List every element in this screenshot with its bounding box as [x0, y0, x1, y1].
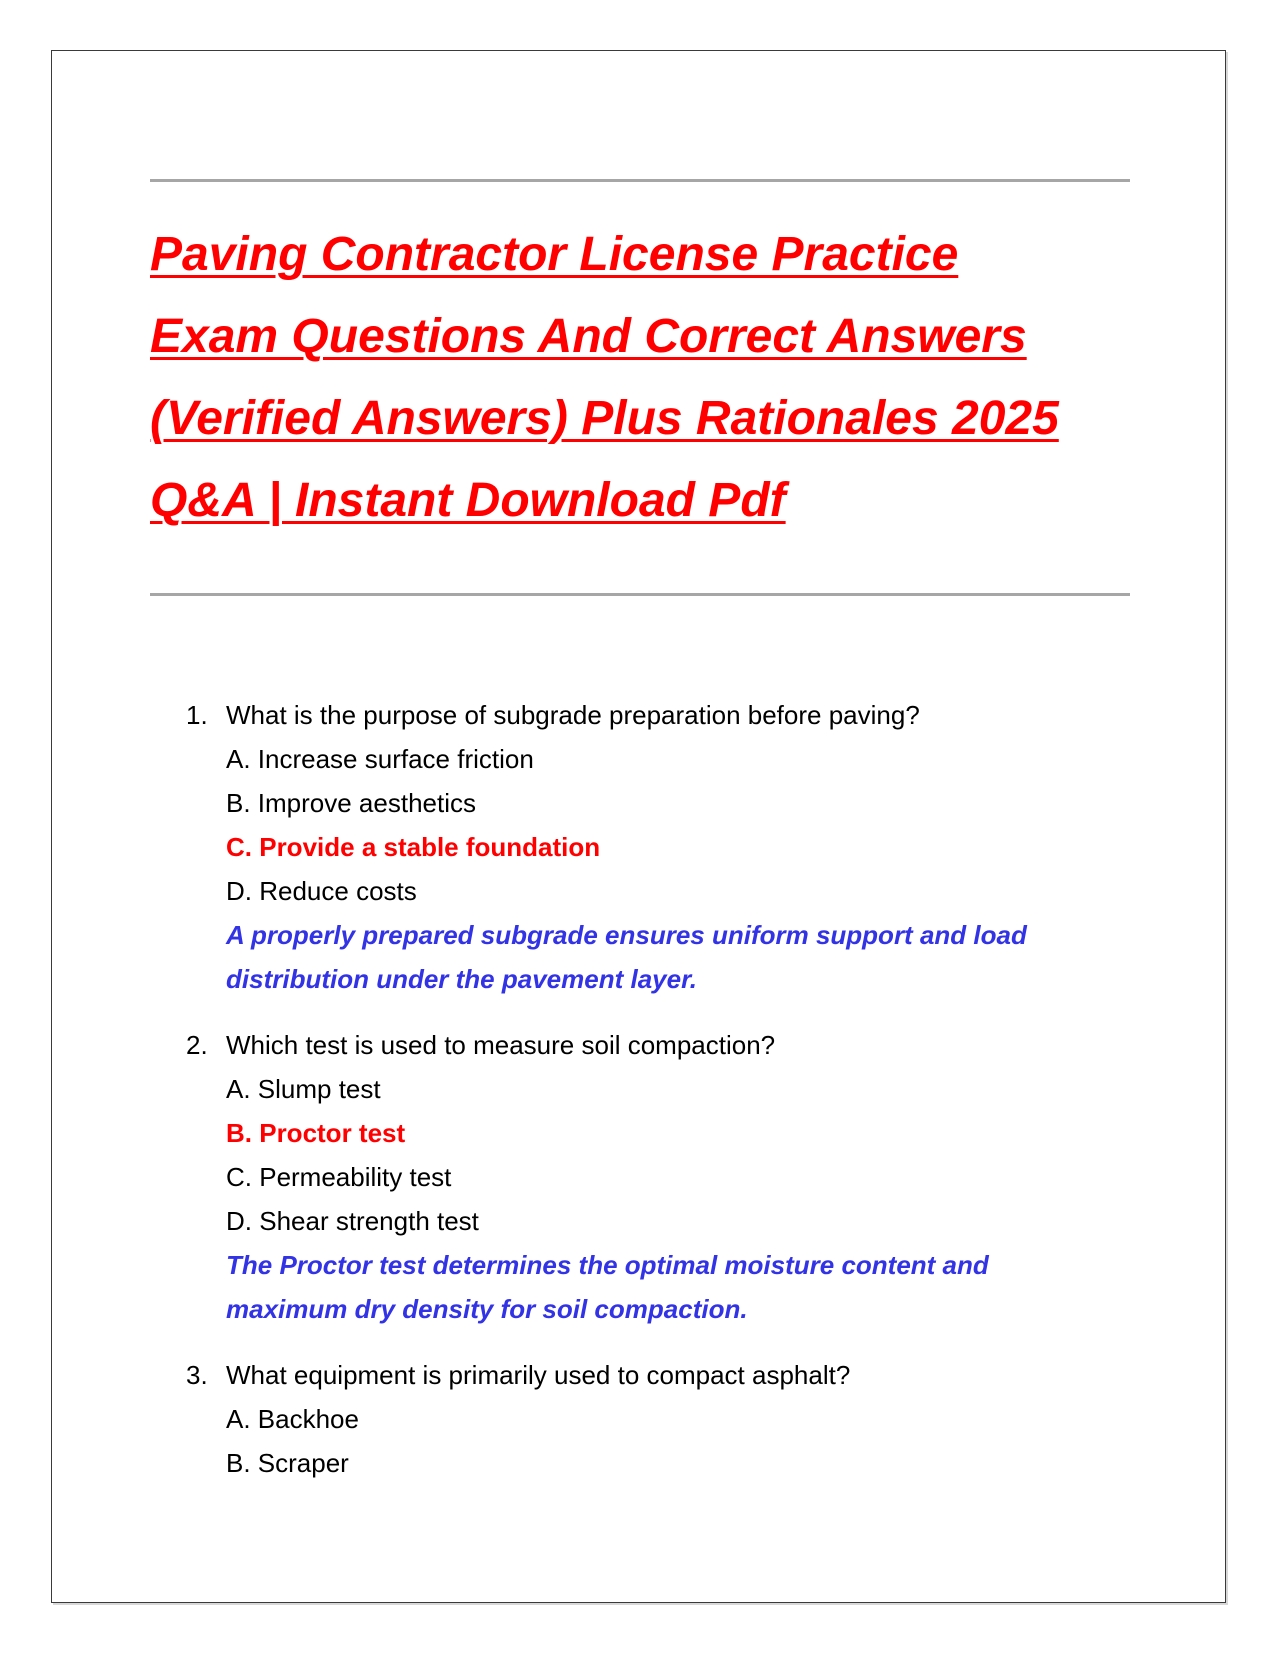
answer-options [226, 737, 1136, 913]
question-stem [186, 693, 1136, 737]
question-number: 3. [186, 1360, 208, 1390]
option-d: D. Reduce costs [226, 876, 417, 906]
option-c: C. Permeability test [226, 1162, 452, 1192]
question-stem [186, 1023, 1136, 1067]
question-number: 1. [186, 700, 208, 730]
question-list [186, 693, 1136, 1507]
question-stem [186, 1353, 1136, 1397]
rationale [226, 1243, 1136, 1331]
question-text: Which test is used to measure soil compaction? [226, 1030, 776, 1060]
answer-options [226, 1067, 1136, 1243]
question-number: 2. [186, 1030, 208, 1060]
answer-options [226, 1397, 1136, 1485]
question-2 [186, 1023, 1136, 1331]
option-b: B. Scraper [226, 1448, 349, 1478]
option-b: B. Improve aesthetics [226, 788, 476, 818]
title-line-3: (Verified Answers) Plus Rationales 2025 [150, 392, 1059, 445]
top-divider [150, 179, 1130, 182]
option-d: D. Shear strength test [226, 1206, 479, 1236]
question-1 [186, 693, 1136, 1001]
rationale-line: The Proctor test determines the optimal moisture content and [226, 1250, 989, 1280]
title-line-2: Exam Questions And Correct Answers [150, 310, 1027, 363]
bottom-divider [150, 593, 1130, 596]
rationale [226, 913, 1136, 1001]
title-line-4: Q&A | Instant Download Pdf [150, 474, 786, 527]
option-b-correct: B. Proctor test [226, 1118, 406, 1148]
title-line-1: Paving Contractor License Practice [150, 228, 959, 281]
question-text: What is the purpose of subgrade preparation before paving? [226, 700, 920, 730]
rationale-line: distribution under the pavement layer. [226, 964, 697, 994]
option-a: A. Backhoe [226, 1404, 359, 1434]
option-c-correct: C. Provide a stable foundation [226, 832, 601, 862]
option-a: A. Increase surface friction [226, 744, 534, 774]
question-text: What equipment is primarily used to compact asphalt? [226, 1360, 851, 1390]
rationale-line: maximum dry density for soil compaction. [226, 1294, 748, 1324]
question-3 [186, 1353, 1136, 1485]
document-title [150, 214, 1150, 542]
option-a: A. Slump test [226, 1074, 381, 1104]
rationale-line: A properly prepared subgrade ensures uniform support and load [226, 920, 1027, 950]
